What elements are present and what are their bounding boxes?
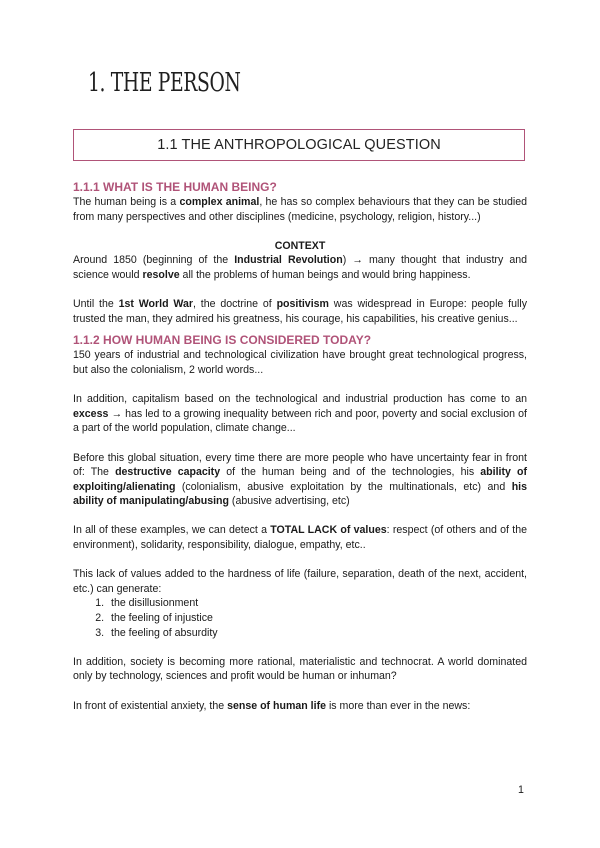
paragraph: Around 1850 (beginning of the Industrial Revolution) → many thought that industry and science would resolve all the problems of human beings and would bring happiness. — [73, 254, 527, 281]
paragraph: In front of existential anxiety, the sense of human life is more than ever in the news: — [73, 699, 471, 712]
paragraph: In addition, society is becoming more rational, materialistic and technocrat. A world dominated only by technology, sciences and profit would be human or inhuman? — [73, 655, 527, 683]
consequences-list — [73, 596, 527, 640]
chapter-title: 1. THE PERSON — [88, 68, 241, 98]
paragraph: In addition, capitalism based on the technological and industrial production has come to an excess → has led to a growing inequality between rich and poor, poverty and social exclusion of a part of the world population, climate change... — [73, 393, 527, 435]
paragraph: Until the 1st World War, the doctrine of positivism was widespread in Europe: people fully trusted the man, they admired his greatness, his courage, his capabilities, his creative genius... — [73, 298, 527, 325]
paragraph: This lack of values added to the hardness of life (failure, separation, death of the next, accident, etc.) can generate: — [73, 568, 527, 595]
document-body — [73, 179, 527, 713]
list-item: 1. the disillusionment — [107, 596, 527, 611]
section-title-box — [73, 129, 525, 161]
section-title: 1.1 THE ANTHROPOLOGICAL QUESTION — [157, 137, 441, 153]
paragraph: In all of these examples, we can detect a TOTAL LACK of values: respect (of others and of the environment), solidarity, responsibility, dialogue, empathy, etc.. — [73, 524, 527, 552]
list-item: 2. the feeling of injustice — [107, 611, 527, 626]
paragraph: Before this global situation, every time there are more people who have uncertainty fear in front of: The destructive capacity of the human being and of the technologies, his ability of exploiting/alienating (colonialism, abusive exploitation by the multinationals, etc) and his ability of manipulating/abusing (abusive advertising, etc) — [73, 451, 527, 508]
paragraph: The human being is a complex animal, he has so complex behaviours that they can be studied from many perspectives and other disciplines (medicine, psychology, religion, history...) — [73, 196, 528, 223]
context-heading: CONTEXT — [274, 239, 326, 252]
list-item: 3. the feeling of absurdity — [107, 626, 527, 641]
heading-what-is-human-being: 1.1.1 WHAT IS THE HUMAN BEING? — [73, 180, 277, 194]
heading-human-being-today: 1.1.2 HOW HUMAN BEING IS CONSIDERED TODAY? — [73, 333, 372, 348]
paragraph: 150 years of industrial and technological civilization have brought great technological progress, but also the colonialism, 2 world words... — [73, 349, 527, 376]
page-number: 1 — [518, 784, 524, 796]
